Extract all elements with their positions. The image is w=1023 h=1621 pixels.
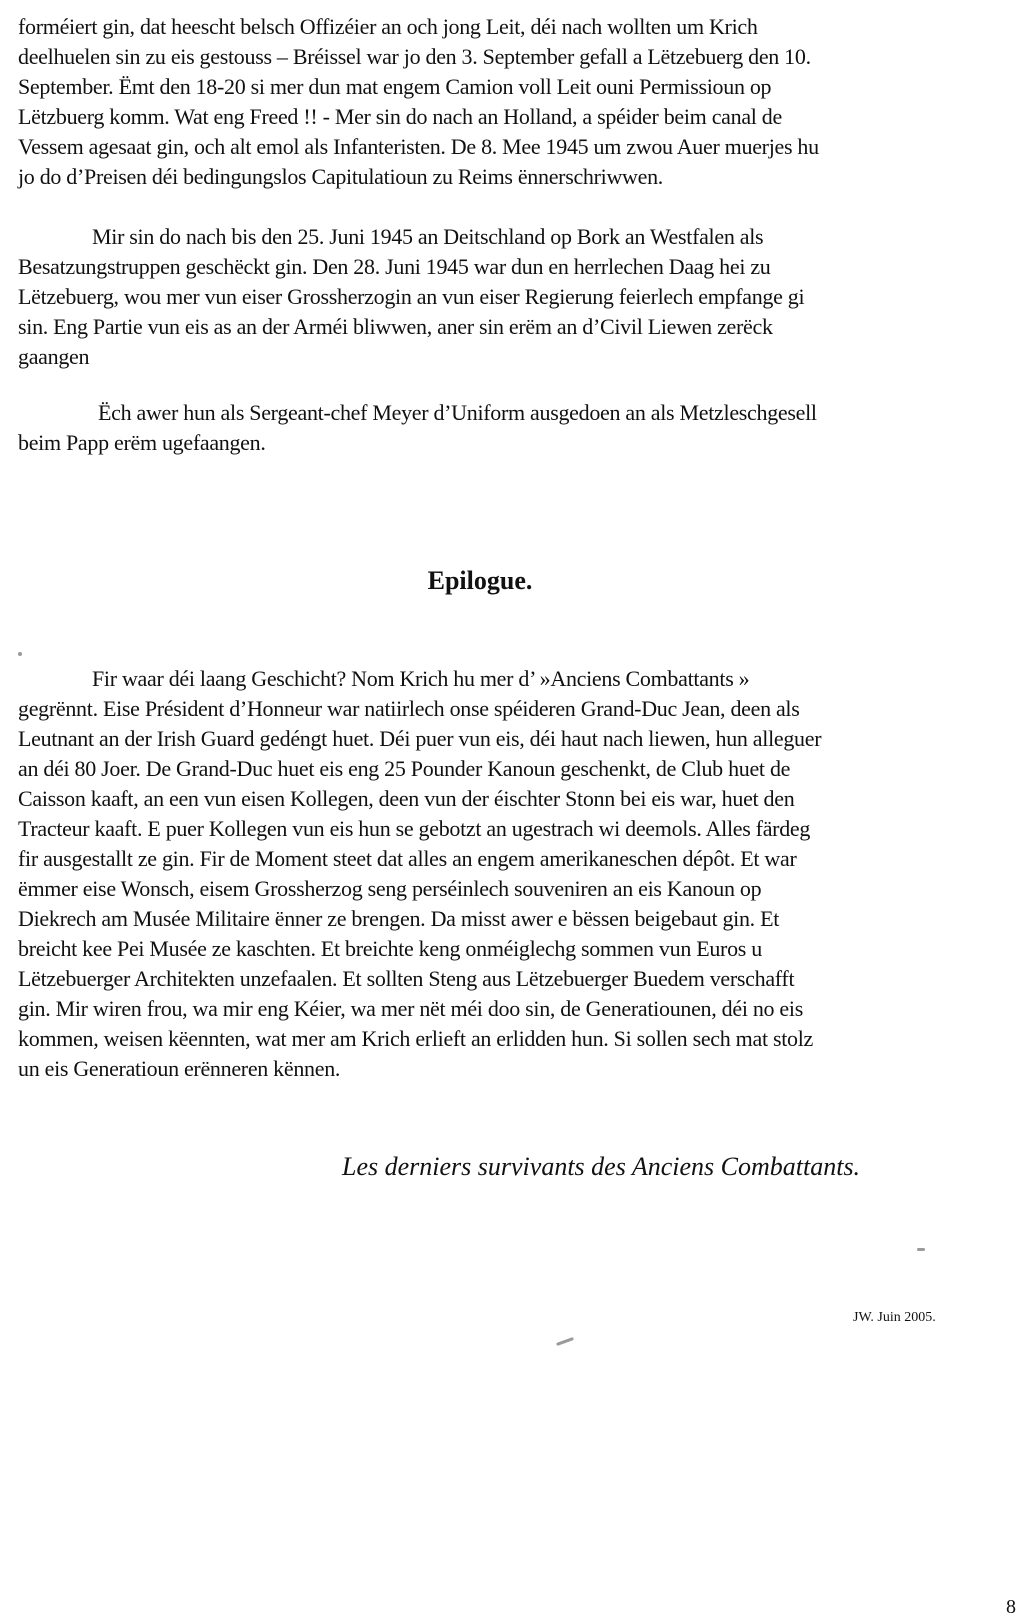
text-line: deelhuelen sin zu eis gestouss – Bréissel war jo den 3. September gefall a Lëtzebuerg den 10. [18,44,811,69]
paragraph-2 [18,222,1008,372]
text-line: ëmmer eise Wonsch, eisem Grossherzog seng perséinlech souveniren an eis Kanoun op [18,876,762,901]
text-line: kommen, weisen këennten, wat mer am Krich erlieft an erlidden hun. Si sollen sech mat stolz [18,1026,814,1051]
text-line: gaangen [18,344,90,369]
text-line: September. Ëmt den 18-20 si mer dun mat engem Camion voll Leit ouni Permissioun op [18,74,772,99]
text-line: beim Papp erëm ugefaangen. [18,430,266,455]
text-line: jo do d’Preisen déi bedingungslos Capitulatioun zu Reims ënnerschriwwen. [18,164,664,189]
text-line: gin. Mir wiren frou, wa mir eng Kéier, wa mer nët méi doo sin, de Generatiounen, déi no eis [18,996,803,1021]
text-line: forméiert gin, dat heescht belsch Offizéier an och jong Leit, déi nach wollten um Krich [18,14,758,39]
text-line: Tracteur kaaft. E puer Kollegen vun eis hun se gebotzt an ugestrach wi deemols. Alles färdeg [18,816,811,841]
text-line: Lëtzebuerger Architekten unzefaalen. Et sollten Steng aus Lëtzebuerger Buedem verschafft [18,966,795,991]
text-line: Fir waar déi laang Geschicht? Nom Krich hu mer d’ »Anciens Combattants » [92,666,750,691]
text-line: fir ausgestallt ze gin. Fir de Moment steet dat alles an engem amerikaneschen dépôt. Et war [18,846,797,871]
text-line: Lëtzebuerg, wou mer vun eiser Grossherzogin an vun eiser Regierung feierlech empfange gi [18,284,805,309]
text-line: un eis Generatioun erënneren kënnen. [18,1056,341,1081]
paragraph-4 [18,664,1008,1084]
text-line: Besatzungstruppen geschëckt gin. Den 28. Juni 1945 war dun en herrlechen Daag hei zu [18,254,771,279]
page-number: 8 [1006,1596,1016,1618]
author-date: JW. Juin 2005. [853,1310,936,1325]
text-line: Leutnant an der Irish Guard gedéngt huet. Déi puer vun eis, déi haut nach liewen, hun alleguer [18,726,822,751]
text-line: gegrënnt. Eise Président d’Honneur war natiirlech onse spéideren Grand-Duc Jean, deen als [18,696,800,721]
text-line: an déi 80 Joer. De Grand-Duc huet eis eng 25 Pounder Kanoun geschenkt, de Club huet de [18,756,791,781]
text-line: Vessem agesaat gin, och alt emol als Infanteristen. De 8. Mee 1945 um zwou Auer muerjes hu [18,134,819,159]
paragraph-1 [18,12,1008,192]
text-line: breicht kee Pei Musée ze kaschten. Et breichte keng onméiglechg sommen vun Euros u [18,936,762,961]
text-line: Caisson kaaft, an een vun eisen Kollegen, deen vun der éischter Stonn bei eis war, huet den [18,786,795,811]
text-line: Mir sin do nach bis den 25. Juni 1945 an Deitschland op Bork an Westfalen als [92,224,764,249]
scan-speck [556,1337,574,1346]
text-line: Diekrech am Musée Militaire ënner ze brengen. Da misst awer e bëssen beigebaut gin. Et [18,906,780,931]
section-heading: Epilogue. [427,566,533,595]
scan-speck [917,1248,925,1251]
text-line: Ëch awer hun als Sergeant-chef Meyer d’Uniform ausgedoen an als Metzleschgesell [98,400,817,425]
text-line: sin. Eng Partie vun eis as an der Arméi bliwwen, aner sin erëm an d’Civil Liewen zerëck [18,314,773,339]
signature-line: Les derniers survivants des Anciens Combattants. [342,1152,861,1181]
paragraph-3 [18,398,1008,458]
scan-speck [18,652,22,656]
text-line: Lëtzbuerg komm. Wat eng Freed !! - Mer sin do nach an Holland, a spéider beim canal de [18,104,782,129]
